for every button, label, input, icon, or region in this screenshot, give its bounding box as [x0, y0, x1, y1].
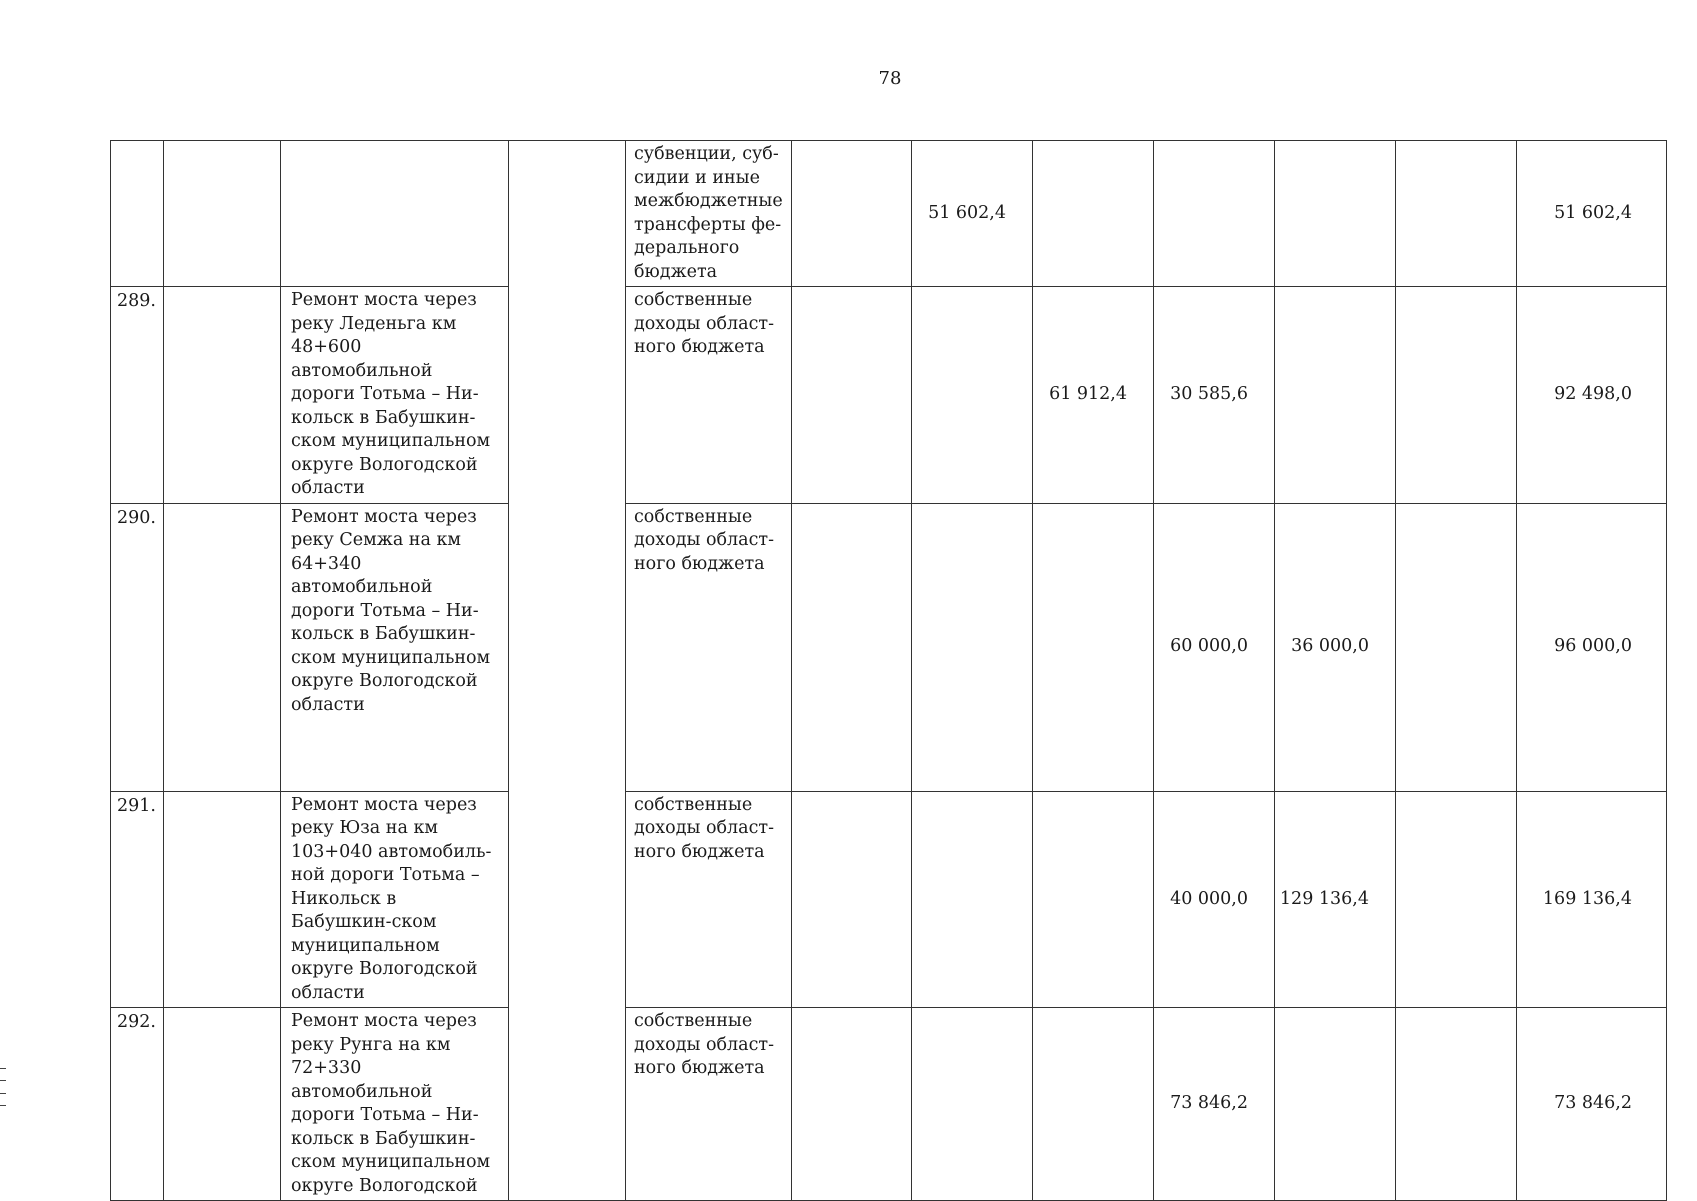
empty-cell — [164, 1008, 281, 1201]
empty-cell — [164, 791, 281, 1008]
row-number-cell: 291. — [111, 791, 164, 1008]
amount-cell — [912, 791, 1033, 1008]
object-name-cell: Ремонт моста через реку Семжа на км 64+340 автомобильной дороги Тотьма – Ни-кольск в Бабушкин-ском муниципальном округе Вологодской области — [281, 503, 509, 791]
amount-cell: 40 000,0 — [1154, 791, 1275, 1008]
amount-cell — [1033, 791, 1154, 1008]
amount-cell — [1275, 1008, 1396, 1201]
row-number-cell: 292. — [111, 1008, 164, 1201]
amount-cell: 51 602,4 — [912, 141, 1033, 287]
total-amount-cell: 51 602,4 — [1517, 141, 1667, 287]
amount-cell — [1396, 287, 1517, 504]
empty-cell — [164, 141, 281, 287]
amount-cell — [1396, 503, 1517, 791]
object-name-cell: Ремонт моста через реку Леденьга км 48+600 автомобильной дороги Тотьма – Ни-кольск в Бабушкин-ском муниципальном округе Вологодской области — [281, 287, 509, 504]
funding-source-cell: собственные доходы област-ного бюджета — [626, 791, 792, 1008]
funding-source-cell: субвенции, суб-сидии и иные межбюджетные трансферты фе-дерального бюджета — [626, 141, 792, 287]
budget-table — [110, 140, 1667, 1201]
merged-empty-cell — [509, 141, 626, 1201]
row-number-cell: 290. — [111, 503, 164, 791]
amount-cell: 60 000,0 — [1154, 503, 1275, 791]
amount-cell — [792, 287, 912, 504]
amount-cell — [912, 1008, 1033, 1201]
amount-cell — [1033, 1008, 1154, 1201]
empty-cell — [164, 287, 281, 504]
object-name-cell: Ремонт моста через реку Юза на км 103+040 автомобиль-ной дороги Тотьма – Никольск в Бабушкин-ском муниципальном округе Вологодской области — [281, 791, 509, 1008]
amount-cell — [1396, 141, 1517, 287]
object-name-cell — [281, 141, 509, 287]
binding-marks — [0, 1068, 6, 1106]
row-number-cell — [111, 141, 164, 287]
amount-cell — [912, 503, 1033, 791]
amount-cell — [792, 1008, 912, 1201]
amount-cell — [1154, 141, 1275, 287]
amount-cell — [792, 503, 912, 791]
amount-cell — [1033, 141, 1154, 287]
total-amount-cell: 92 498,0 — [1517, 287, 1667, 504]
funding-source-cell: собственные доходы област-ного бюджета — [626, 503, 792, 791]
amount-cell — [1396, 791, 1517, 1008]
funding-source-cell: собственные доходы област-ного бюджета — [626, 1008, 792, 1201]
total-amount-cell: 96 000,0 — [1517, 503, 1667, 791]
amount-cell — [912, 287, 1033, 504]
amount-cell: 61 912,4 — [1033, 287, 1154, 504]
page-number: 78 — [878, 68, 902, 89]
amount-cell — [792, 141, 912, 287]
amount-cell — [1275, 141, 1396, 287]
amount-cell — [792, 791, 912, 1008]
total-amount-cell: 169 136,4 — [1517, 791, 1667, 1008]
table-row — [111, 791, 1667, 1008]
amount-cell: 36 000,0 — [1275, 503, 1396, 791]
amount-cell: 30 585,6 — [1154, 287, 1275, 504]
amount-cell — [1396, 1008, 1517, 1201]
object-name-cell: Ремонт моста через реку Рунга на км 72+330 автомобильной дороги Тотьма – Ни-кольск в Бабушкин-ском муниципальном округе Вологодской — [281, 1008, 509, 1201]
total-amount-cell: 73 846,2 — [1517, 1008, 1667, 1201]
amount-cell: 129 136,4 — [1275, 791, 1396, 1008]
amount-cell — [1033, 503, 1154, 791]
funding-source-cell: собственные доходы област-ного бюджета — [626, 287, 792, 504]
empty-cell — [164, 503, 281, 791]
table-row — [111, 1008, 1667, 1201]
table-row — [111, 287, 1667, 504]
table-row — [111, 141, 1667, 287]
table-row — [111, 503, 1667, 791]
row-number-cell: 289. — [111, 287, 164, 504]
amount-cell — [1275, 287, 1396, 504]
amount-cell: 73 846,2 — [1154, 1008, 1275, 1201]
